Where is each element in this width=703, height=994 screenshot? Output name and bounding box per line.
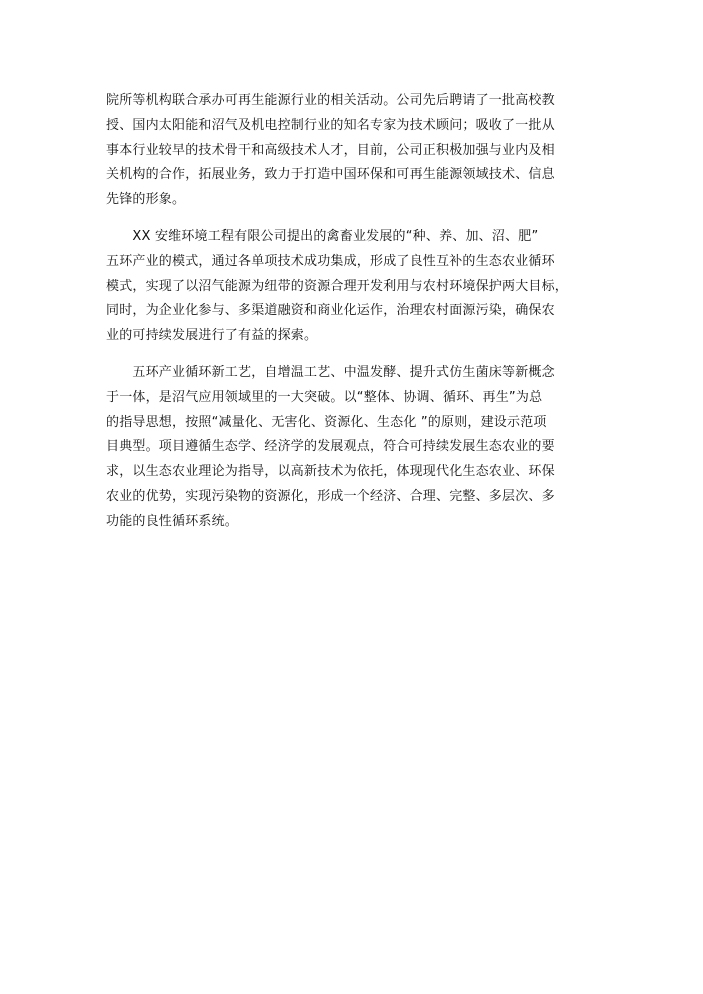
text-line: 农业的优势，实现污染物的资源化，形成一个经济、合理、完整、多层次、多 [106, 488, 555, 504]
body-text [106, 89, 596, 547]
text-line: 同时，为企业化参与、多渠道融资和商业化运作，治理农村面源污染，确保农 [106, 303, 555, 319]
paragraph-1 [106, 89, 596, 213]
text-line: 的指导思想，按照“减量化、无害化、资源化、生态化 ”的原则，建设示范项 [106, 414, 547, 430]
text-line: 院所等机构联合承办可再生能源行业的相关活动。公司先后聘请了一批高校教 [106, 93, 555, 108]
text-line: 求，以生态农业理论为指导，以高新技术为依托，体现现代化生态农业、环保 [106, 464, 555, 480]
text-line: 功能的良性循环系统。 [106, 513, 239, 529]
text-line: 目典型。项目遵循生态学、经济学的发展观点，符合可持续发展生态农业的要 [106, 439, 555, 455]
paragraph-2 [106, 225, 596, 349]
text-line: 模式，实现了以沼气能源为纽带的资源合理开发利用与农村环境保护两大目标， [106, 278, 569, 294]
text-line: 事本行业较早的技术骨干和高级技术人才，目前，公司正积极加强与业内及相 [106, 142, 555, 158]
text-line: 业的可持续发展进行了有益的探索。 [106, 328, 318, 344]
text-line: 关机构的合作，拓展业务，致力于打造中国环保和可再生能源领域技术、信息 [106, 167, 555, 183]
text-line: 于一体，是沼气应用领域里的一大突破。以“整体、协调、循环、再生”为总 [106, 389, 543, 405]
text-line: XX 安维环境工程有限公司提出的禽畜业发展的“种、养、加、沼、肥” [106, 228, 539, 244]
text-line: 先锋的形象。 [106, 192, 186, 208]
text-line: 授、国内太阳能和沼气及机电控制行业的知名专家为技术顾问；吸收了一批从 [106, 117, 555, 133]
text-line: 五环产业循环新工艺，自增温工艺、中温发酵、提升式仿生菌床等新概念 [106, 364, 555, 380]
paragraph-3 [106, 361, 596, 535]
text-line: 五环产业的模式，通过各单项技术成功集成，形成了良性互补的生态农业循环 [106, 253, 555, 269]
